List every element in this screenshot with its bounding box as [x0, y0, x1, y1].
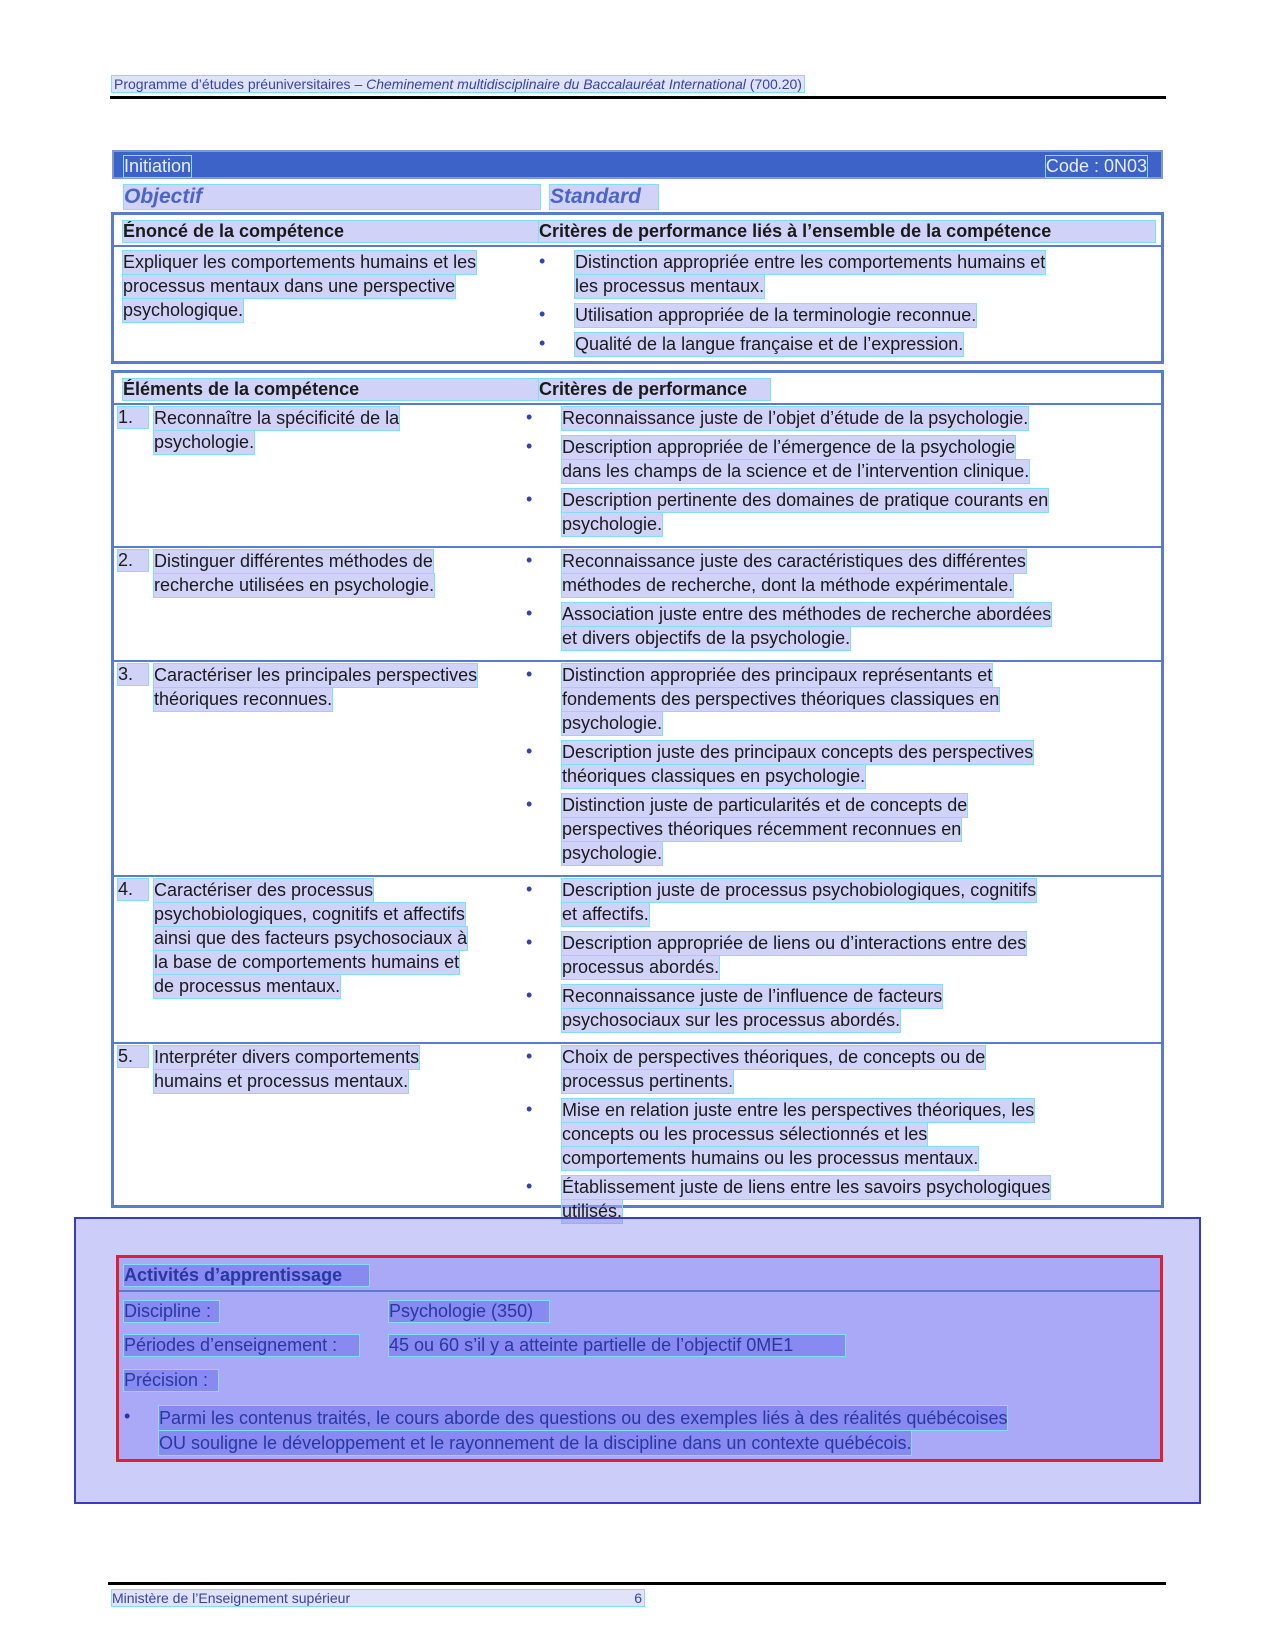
course-code: Code : 0N03 [1045, 156, 1147, 176]
element-line: Caractériser les principales perspectives [154, 665, 478, 685]
header-code: (700.20) [745, 76, 802, 92]
periods-label: Périodes d’enseignement : [124, 1335, 359, 1356]
element-text [154, 879, 534, 999]
criterion-line: Utilisation appropriée de la terminologie reconnue. [575, 305, 977, 325]
bullet-icon: • [526, 985, 533, 1005]
element-line: Reconnaître la spécificité de la [154, 408, 400, 428]
criterion-line: concepts ou les processus sélectionnés et les [562, 1124, 928, 1144]
bullet-icon: • [526, 794, 533, 814]
page-number: 6 [634, 1590, 642, 1606]
bullet-icon: • [526, 407, 533, 427]
criterion-line: fondements des perspectives théoriques classiques en [562, 689, 1000, 709]
element-criterion [562, 407, 1028, 431]
competence-criterion [575, 333, 963, 357]
row-divider [114, 546, 1161, 548]
criterion-line: Distinction appropriée entre les comportements humains et [575, 252, 1046, 272]
bullet-icon: • [526, 1176, 533, 1196]
element-line: Interpréter divers comportements [154, 1047, 420, 1067]
element-text [154, 1046, 534, 1094]
criterion-line: Reconnaissance juste de l’influence de facteurs [562, 986, 943, 1006]
objective-heading: Objectif [124, 185, 540, 209]
element-number: 5. [118, 1046, 148, 1067]
bullet-icon: • [539, 333, 546, 353]
element-number: 2. [118, 550, 148, 571]
header-prefix: Programme d’études préuniversitaires – [114, 76, 367, 92]
elements-left-header: Éléments de la compétence [123, 379, 538, 400]
element-line: théoriques reconnues. [154, 689, 333, 709]
standard-heading: Standard [550, 185, 658, 209]
element-criterion [562, 489, 1048, 537]
criterion-line: théoriques classiques en psychologie. [562, 766, 866, 786]
criterion-line: et divers objectifs de la psychologie. [562, 628, 851, 648]
element-text [154, 550, 534, 598]
statement-line: Expliquer les comportements humains et les [123, 252, 477, 272]
statement-line: processus mentaux dans une perspective [123, 276, 456, 296]
bullet-icon: • [526, 550, 533, 570]
criterion-line: Description juste des principaux concepts des perspectives [562, 742, 1034, 762]
bullet-icon: • [526, 1099, 533, 1119]
element-line: humains et processus mentaux. [154, 1071, 409, 1091]
element-line: recherche utilisées en psychologie. [154, 575, 435, 595]
element-number: 3. [118, 664, 148, 685]
elements-table [111, 370, 1164, 1221]
element-criterion [562, 741, 1033, 789]
criterion-line: Association juste entre des méthodes de recherche abordées [562, 604, 1052, 624]
criterion-line: psychologie. [562, 713, 663, 733]
element-criterion [562, 550, 1026, 598]
title-bar [112, 150, 1163, 179]
discipline-label: Discipline : [124, 1301, 219, 1322]
criterion-line: processus abordés. [562, 957, 720, 977]
bullet-icon: • [526, 603, 533, 623]
criterion-line: Description juste de processus psychobiologiques, cognitifs [562, 880, 1037, 900]
element-text [154, 664, 534, 712]
element-criterion [562, 932, 1026, 980]
criterion-line: perspectives théoriques récemment reconnues en [562, 819, 962, 839]
bullet-icon: • [539, 251, 546, 271]
element-criterion [562, 436, 1029, 484]
precision-line: Parmi les contenus traités, le cours aborde des questions ou des exemples liés à des réalités québécoises [159, 1408, 1008, 1428]
element-criterion [562, 985, 942, 1033]
element-criterion [562, 879, 1036, 927]
bullet-icon: • [526, 932, 533, 952]
criterion-line: dans les champs de la science et de l’intervention clinique. [562, 461, 1030, 481]
criterion-line: Reconnaissance juste des caractéristiques des différentes [562, 551, 1026, 571]
competence-right-header: Critères de performance liés à l’ensemble de la compétence [539, 221, 1155, 242]
element-number: 1. [118, 407, 148, 428]
criterion-line: Établissement juste de liens entre les savoirs psychologiques [562, 1177, 1051, 1197]
bullet-icon: • [526, 664, 533, 684]
bullet-icon: • [526, 879, 533, 899]
row-divider [114, 660, 1161, 662]
precision-text [159, 1406, 1149, 1456]
criterion-line: Distinction appropriée des principaux représentants et [562, 665, 993, 685]
criterion-line: comportements humains ou les processus mentaux. [562, 1148, 979, 1168]
competence-criterion [575, 304, 976, 328]
element-line: psychologie. [154, 432, 255, 452]
element-line: psychobiologiques, cognitifs et affectifs [154, 904, 465, 924]
element-criterion [562, 1099, 1034, 1171]
element-criterion [562, 603, 1051, 651]
criterion-line: Description pertinente des domaines de pratique courants en [562, 490, 1049, 510]
competence-table [111, 212, 1164, 364]
precision-line: OU souligne le développement et le rayonnement de la discipline dans un contexte québécois. [159, 1433, 912, 1453]
element-criterion [562, 664, 999, 736]
criterion-line: Reconnaissance juste de l’objet d’étude de la psychologie. [562, 408, 1029, 428]
competence-left-header: Énoncé de la compétence [123, 221, 538, 242]
element-line: Distinguer différentes méthodes de [154, 551, 433, 571]
element-text [154, 407, 534, 455]
criterion-line: psychologie. [562, 514, 663, 534]
precision-label: Précision : [124, 1370, 218, 1391]
element-line: Caractériser des processus [154, 880, 374, 900]
row-divider [114, 1042, 1161, 1044]
bullet-icon: • [526, 741, 533, 761]
elements-right-header: Critères de performance [539, 379, 770, 400]
bullet-icon: • [539, 304, 546, 324]
criterion-line: Description appropriée de l’émergence de la psychologie [562, 437, 1016, 457]
element-number: 4. [118, 879, 148, 900]
statement-line: psychologique. [123, 300, 244, 320]
discipline-value: Psychologie (350) [389, 1301, 549, 1322]
element-line: ainsi que des facteurs psychosociaux à [154, 928, 468, 948]
bullet-icon: • [526, 1046, 533, 1066]
running-header [112, 76, 804, 92]
criterion-line: les processus mentaux. [575, 276, 765, 296]
criterion-line: psychologie. [562, 843, 663, 863]
row-divider [114, 875, 1161, 877]
criterion-line: Mise en relation juste entre les perspectives théoriques, les [562, 1100, 1035, 1120]
criterion-line: Description appropriée de liens ou d’interactions entre des [562, 933, 1027, 953]
footer-ministry: Ministère de l’Enseignement supérieur [112, 1590, 351, 1606]
bullet-icon: • [526, 436, 533, 456]
competence-statement [123, 251, 538, 323]
bullet-icon: • [526, 489, 533, 509]
precision-bullet: • [124, 1406, 131, 1426]
header-program: Cheminement multidisciplinaire du Baccalauréat International [366, 76, 746, 92]
competence-criterion [575, 251, 1045, 299]
activities-box [116, 1255, 1163, 1462]
activities-title: Activités d’apprentissage [124, 1265, 369, 1286]
criterion-line: méthodes de recherche, dont la méthode expérimentale. [562, 575, 1014, 595]
criterion-line: Distinction juste de particularités et de concepts de [562, 795, 968, 815]
element-line: la base de comportements humains et [154, 952, 460, 972]
criterion-line: Choix de perspectives théoriques, de concepts ou de [562, 1047, 986, 1067]
footer [112, 1590, 644, 1606]
criterion-line: et affectifs. [562, 904, 649, 924]
criterion-line: processus pertinents. [562, 1071, 734, 1091]
element-criterion [562, 1046, 985, 1094]
title-bar-left: Initiation [124, 156, 192, 176]
criterion-line: Qualité de la langue française et de l’expression. [575, 334, 964, 354]
element-line: de processus mentaux. [154, 976, 341, 996]
element-criterion [562, 794, 967, 866]
header-rule [110, 96, 1166, 99]
periods-value: 45 ou 60 s’il y a atteinte partielle de l’objectif 0ME1 [389, 1335, 845, 1356]
criterion-line: psychosociaux sur les processus abordés. [562, 1010, 901, 1030]
footer-rule [108, 1582, 1166, 1585]
criterion-line: utilisés. [562, 1201, 623, 1221]
